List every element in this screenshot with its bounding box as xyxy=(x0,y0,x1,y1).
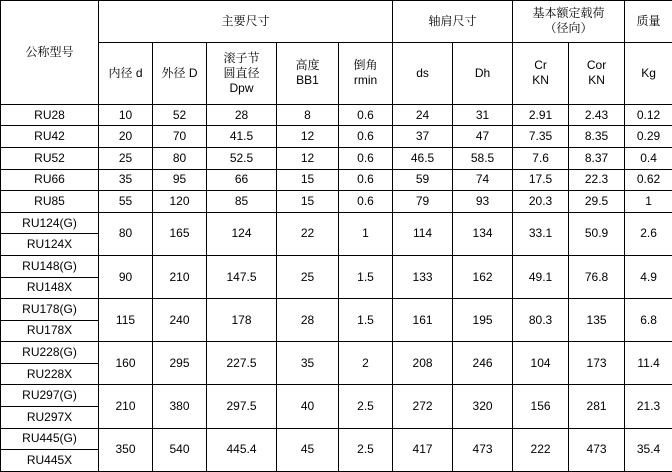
cell-cr: 33.1 xyxy=(513,212,569,255)
cell-inner-diameter: 25 xyxy=(99,148,153,170)
cell-mass: 6.8 xyxy=(625,299,672,342)
cell-height: 28 xyxy=(277,299,339,342)
header-sub-ds xyxy=(393,42,453,104)
cell-mass: 0.4 xyxy=(625,148,672,170)
cell-ds: 79 xyxy=(393,191,453,213)
cell-pitch-diameter: 297.5 xyxy=(207,385,277,428)
cell-chamfer: 0.6 xyxy=(339,148,393,170)
cell-ds: 46.5 xyxy=(393,148,453,170)
table-row xyxy=(1,255,672,277)
cell-cr: 2.91 xyxy=(513,104,569,126)
cell-cr: 20.3 xyxy=(513,191,569,213)
header-group-mass: 质量 xyxy=(625,1,672,43)
cell-outer-diameter: 95 xyxy=(153,169,207,191)
cell-dh: 74 xyxy=(453,169,513,191)
model-label: RU148X xyxy=(1,277,99,299)
model-label: RU85 xyxy=(1,191,99,213)
cell-pitch-diameter: 85 xyxy=(207,191,277,213)
header-sub-kg-line1: Kg xyxy=(641,65,656,80)
header-model: 公称型号 xyxy=(1,1,99,105)
table-row xyxy=(1,104,672,126)
cell-mass: 35.4 xyxy=(625,428,672,471)
cell-dh: 195 xyxy=(453,299,513,342)
model-label: RU445(G) xyxy=(1,428,99,450)
cell-cor: 8.37 xyxy=(569,148,625,170)
cell-pitch-diameter: 41.5 xyxy=(207,126,277,148)
cell-pitch-diameter: 66 xyxy=(207,169,277,191)
table-row xyxy=(1,299,672,321)
cell-outer-diameter: 80 xyxy=(153,148,207,170)
header-sub-pitch-diameter-line1: 滚子节 xyxy=(223,50,260,65)
cell-mass: 0.12 xyxy=(625,104,672,126)
cell-inner-diameter: 80 xyxy=(99,212,153,255)
cell-cr: 104 xyxy=(513,342,569,385)
cell-pitch-diameter: 227.5 xyxy=(207,342,277,385)
cell-mass: 0.62 xyxy=(625,169,672,191)
header-sub-outer-diameter xyxy=(153,42,207,104)
cell-inner-diameter: 350 xyxy=(99,428,153,471)
header-sub-cor-line2: KN xyxy=(588,73,605,88)
cell-cor: 135 xyxy=(569,299,625,342)
cell-inner-diameter: 160 xyxy=(99,342,153,385)
model-label: RU28 xyxy=(1,104,99,126)
cell-cor: 29.5 xyxy=(569,191,625,213)
model-label: RU66 xyxy=(1,169,99,191)
table-row xyxy=(1,169,672,191)
cell-outer-diameter: 540 xyxy=(153,428,207,471)
header-sub-dh xyxy=(453,42,513,104)
cell-dh: 320 xyxy=(453,385,513,428)
table-row xyxy=(1,342,672,364)
model-label: RU297(G) xyxy=(1,385,99,407)
cell-cr: 80.3 xyxy=(513,299,569,342)
cell-outer-diameter: 240 xyxy=(153,299,207,342)
cell-height: 25 xyxy=(277,255,339,298)
header-sub-cr-line2: KN xyxy=(532,73,549,88)
cell-ds: 24 xyxy=(393,104,453,126)
header-group-load-rating-line1: 基本额定载荷 xyxy=(532,6,605,21)
header-sub-kg xyxy=(625,42,672,104)
cell-dh: 134 xyxy=(453,212,513,255)
cell-chamfer: 1 xyxy=(339,212,393,255)
cell-cor: 281 xyxy=(569,385,625,428)
cell-dh: 47 xyxy=(453,126,513,148)
cell-chamfer: 2 xyxy=(339,342,393,385)
cell-dh: 246 xyxy=(453,342,513,385)
cell-chamfer: 0.6 xyxy=(339,169,393,191)
cell-height: 12 xyxy=(277,148,339,170)
cell-pitch-diameter: 147.5 xyxy=(207,255,277,298)
cell-chamfer: 0.6 xyxy=(339,104,393,126)
header-sub-pitch-diameter xyxy=(207,42,277,104)
cell-chamfer: 1.5 xyxy=(339,299,393,342)
cell-inner-diameter: 20 xyxy=(99,126,153,148)
header-sub-dh-line1: Dh xyxy=(474,65,491,80)
header-sub-cr xyxy=(513,42,569,104)
model-label: RU42 xyxy=(1,126,99,148)
cell-cr: 49.1 xyxy=(513,255,569,298)
header-sub-height-line2: BB1 xyxy=(296,73,319,88)
model-label: RU124X xyxy=(1,234,99,256)
header-group-load-rating xyxy=(513,1,625,43)
cell-cr: 7.35 xyxy=(513,126,569,148)
header-sub-height xyxy=(277,42,339,104)
cell-inner-diameter: 210 xyxy=(99,385,153,428)
cell-mass: 4.9 xyxy=(625,255,672,298)
cell-outer-diameter: 165 xyxy=(153,212,207,255)
cell-inner-diameter: 115 xyxy=(99,299,153,342)
cell-pitch-diameter: 178 xyxy=(207,299,277,342)
model-label: RU124(G) xyxy=(1,212,99,234)
model-label: RU178X xyxy=(1,320,99,342)
cell-height: 12 xyxy=(277,126,339,148)
cell-chamfer: 1.5 xyxy=(339,255,393,298)
cell-cor: 473 xyxy=(569,428,625,471)
model-label: RU52 xyxy=(1,148,99,170)
cell-outer-diameter: 70 xyxy=(153,126,207,148)
cell-outer-diameter: 295 xyxy=(153,342,207,385)
cell-pitch-diameter: 124 xyxy=(207,212,277,255)
cell-inner-diameter: 10 xyxy=(99,104,153,126)
cell-ds: 133 xyxy=(393,255,453,298)
cell-chamfer: 2.5 xyxy=(339,385,393,428)
cell-height: 15 xyxy=(277,169,339,191)
cell-ds: 161 xyxy=(393,299,453,342)
cell-mass: 0.29 xyxy=(625,126,672,148)
cell-outer-diameter: 210 xyxy=(153,255,207,298)
cell-height: 40 xyxy=(277,385,339,428)
cell-dh: 31 xyxy=(453,104,513,126)
cell-cr: 222 xyxy=(513,428,569,471)
cell-height: 45 xyxy=(277,428,339,471)
cell-mass: 11.4 xyxy=(625,342,672,385)
header-sub-inner-diameter xyxy=(99,42,153,104)
cell-cr: 17.5 xyxy=(513,169,569,191)
cell-pitch-diameter: 445.4 xyxy=(207,428,277,471)
table-row xyxy=(1,191,672,213)
cell-outer-diameter: 380 xyxy=(153,385,207,428)
table-row xyxy=(1,385,672,407)
model-label: RU148(G) xyxy=(1,255,99,277)
model-label: RU297X xyxy=(1,407,99,429)
cell-ds: 59 xyxy=(393,169,453,191)
cell-ds: 208 xyxy=(393,342,453,385)
header-sub-chamfer xyxy=(339,42,393,104)
header-group-main-dimensions: 主要尺寸 xyxy=(99,1,393,43)
cell-mass: 21.3 xyxy=(625,385,672,428)
model-label: RU178(G) xyxy=(1,299,99,321)
model-label: RU228X xyxy=(1,363,99,385)
cell-dh: 58.5 xyxy=(453,148,513,170)
header-group-shoulder-dimensions: 轴肩尺寸 xyxy=(393,1,513,43)
header-sub-pitch-diameter-line2: 圆直径 xyxy=(223,65,260,80)
cell-pitch-diameter: 52.5 xyxy=(207,148,277,170)
header-sub-cor xyxy=(569,42,625,104)
cell-cor: 2.43 xyxy=(569,104,625,126)
table-row xyxy=(1,148,672,170)
cell-dh: 162 xyxy=(453,255,513,298)
cell-height: 8 xyxy=(277,104,339,126)
cell-height: 35 xyxy=(277,342,339,385)
cell-dh: 93 xyxy=(453,191,513,213)
table-row xyxy=(1,212,672,234)
cell-inner-diameter: 90 xyxy=(99,255,153,298)
cell-cor: 173 xyxy=(569,342,625,385)
cell-ds: 114 xyxy=(393,212,453,255)
cell-pitch-diameter: 28 xyxy=(207,104,277,126)
cell-cor: 50.9 xyxy=(569,212,625,255)
cell-cr: 7.6 xyxy=(513,148,569,170)
cell-inner-diameter: 35 xyxy=(99,169,153,191)
cell-ds: 417 xyxy=(393,428,453,471)
cell-height: 22 xyxy=(277,212,339,255)
header-sub-height-line1: 高度 xyxy=(295,58,320,73)
header-sub-cr-line1: Cr xyxy=(534,58,547,73)
cell-outer-diameter: 120 xyxy=(153,191,207,213)
table-row xyxy=(1,428,672,450)
cell-chamfer: 0.6 xyxy=(339,191,393,213)
table-row xyxy=(1,126,672,148)
header-sub-chamfer-line1: 倒角 xyxy=(353,58,378,73)
cell-cor: 76.8 xyxy=(569,255,625,298)
cell-chamfer: 2.5 xyxy=(339,428,393,471)
cell-cor: 22.3 xyxy=(569,169,625,191)
cell-mass: 1 xyxy=(625,191,672,213)
cell-dh: 473 xyxy=(453,428,513,471)
cell-inner-diameter: 55 xyxy=(99,191,153,213)
cell-ds: 37 xyxy=(393,126,453,148)
header-row-subs xyxy=(1,42,672,104)
cell-mass: 2.6 xyxy=(625,212,672,255)
header-sub-inner-diameter-line1: 内径 d xyxy=(108,65,143,80)
model-label: RU445X xyxy=(1,450,99,472)
header-sub-cor-line1: Cor xyxy=(586,58,607,73)
header-sub-outer-diameter-line1: 外径 D xyxy=(161,65,198,80)
header-sub-chamfer-line2: rmin xyxy=(353,73,378,88)
header-row-groups xyxy=(1,1,672,43)
header-sub-pitch-diameter-line3: Dpw xyxy=(229,80,254,95)
cell-outer-diameter: 52 xyxy=(153,104,207,126)
cell-ds: 272 xyxy=(393,385,453,428)
header-sub-ds-line1: ds xyxy=(416,65,429,80)
model-label: RU228(G) xyxy=(1,342,99,364)
cell-chamfer: 0.6 xyxy=(339,126,393,148)
header-group-load-rating-line2: （径向） xyxy=(544,21,593,36)
cell-cor: 8.35 xyxy=(569,126,625,148)
cell-height: 15 xyxy=(277,191,339,213)
cell-cr: 156 xyxy=(513,385,569,428)
